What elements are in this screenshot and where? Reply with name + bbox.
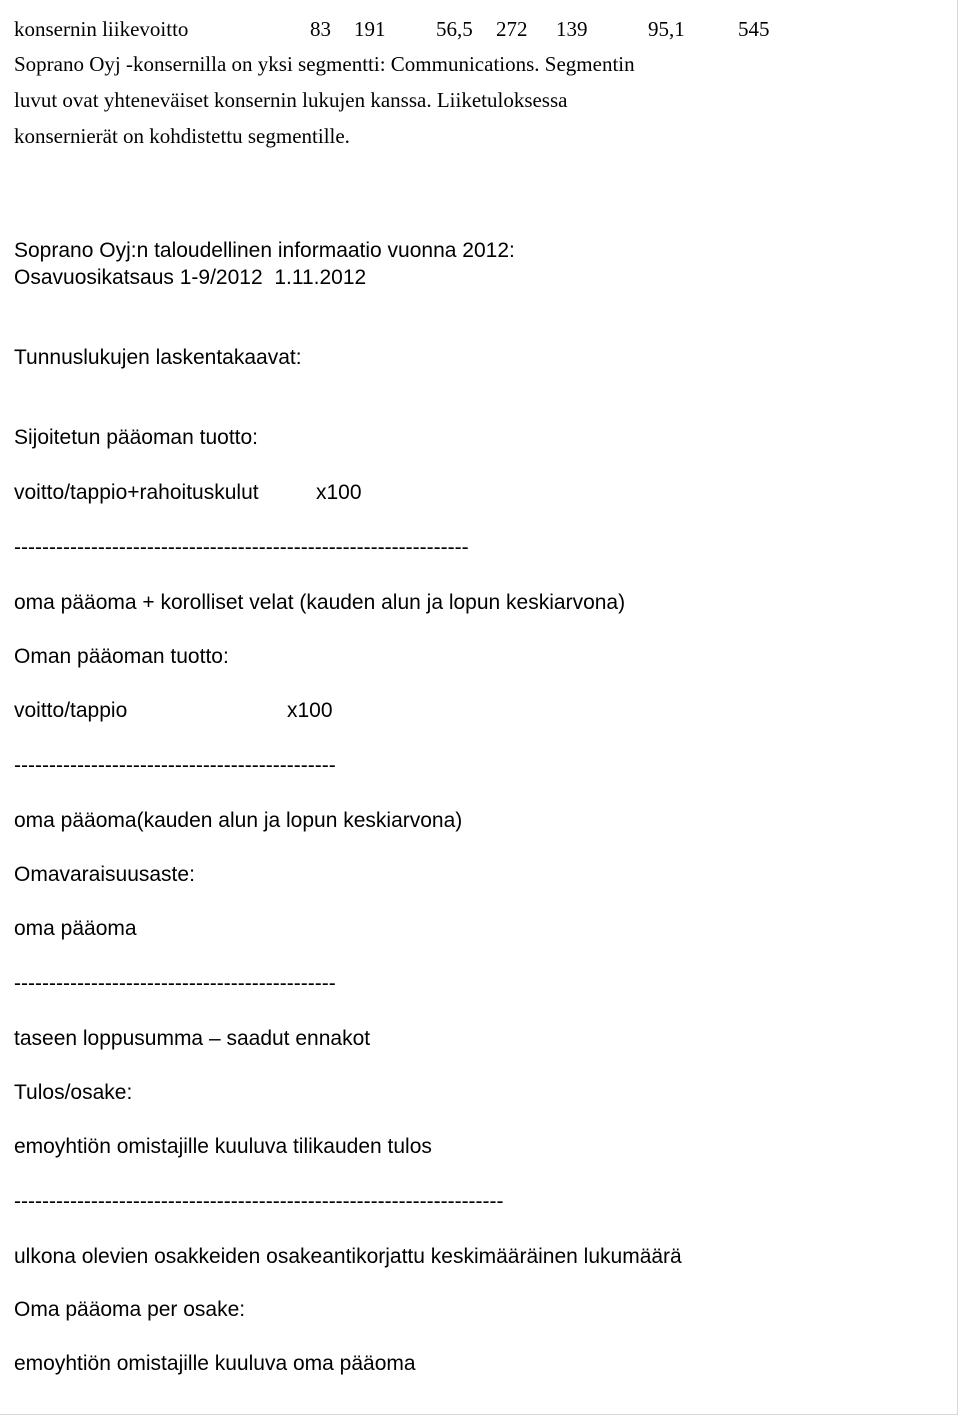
source-line-2: Osavuosikatsaus 1-9/2012 1.11.2012	[14, 266, 367, 289]
roe-multiplier: x100	[287, 699, 333, 722]
equity-ratio-divider: ----------------------------------------------	[14, 972, 336, 995]
segment-note-line-2: luvut ovat yhteneväiset konsernin lukujen kanssa. Liiketuloksessa	[14, 88, 568, 112]
row-value-4: 272	[496, 17, 528, 41]
equity-ratio-numerator: oma pääoma	[14, 917, 137, 940]
roe-title: Oman pääoman tuotto:	[14, 645, 229, 668]
segment-note-line-3: konsernierät on kohdistettu segmentille.	[14, 124, 350, 148]
roe-denominator: oma pääoma(kauden alun ja lopun keskiarvona)	[14, 809, 463, 832]
roe-divider: ----------------------------------------------	[14, 754, 336, 777]
segment-note-line-1: Soprano Oyj -konsernilla on yksi segmentti: Communications. Segmentin	[14, 52, 635, 76]
row-value-5: 139	[556, 17, 588, 41]
roi-title: Sijoitetun pääoman tuotto:	[14, 426, 259, 449]
row-value-1: 83	[310, 17, 331, 41]
equity-per-share-title: Oma pääoma per osake:	[14, 1298, 246, 1321]
roi-denominator: oma pääoma + korolliset velat (kauden alun ja lopun keskiarvona)	[14, 591, 626, 614]
eps-title: Tulos/osake:	[14, 1081, 133, 1104]
row-label: konsernin liikevoitto	[14, 17, 189, 41]
eps-denominator: ulkona olevien osakkeiden osakeantikorjattu keskimääräinen lukumäärä	[14, 1245, 682, 1268]
row-value-6: 95,1	[648, 17, 685, 41]
roi-numerator: voitto/tappio+rahoituskulut	[14, 481, 259, 504]
eps-divider: ----------------------------------------------------------------------	[14, 1190, 504, 1213]
row-value-2: 191	[354, 17, 386, 41]
row-value-3: 56,5	[436, 17, 473, 41]
equity-per-share-numerator: emoyhtiön omistajille kuuluva oma pääoma	[14, 1352, 416, 1375]
row-value-7: 545	[738, 17, 770, 41]
roi-divider: -----------------------------------------------------------------	[14, 536, 469, 559]
equity-ratio-title: Omavaraisuusaste:	[14, 863, 195, 886]
roi-multiplier: x100	[316, 481, 362, 504]
eps-numerator: emoyhtiön omistajille kuuluva tilikauden tulos	[14, 1135, 432, 1158]
equity-ratio-denominator: taseen loppusumma – saadut ennakot	[14, 1027, 371, 1050]
source-line-1: Soprano Oyj:n taloudellinen informaatio vuonna 2012:	[14, 239, 515, 262]
roe-numerator: voitto/tappio	[14, 699, 128, 722]
formulas-heading: Tunnuslukujen laskentakaavat:	[14, 346, 302, 369]
